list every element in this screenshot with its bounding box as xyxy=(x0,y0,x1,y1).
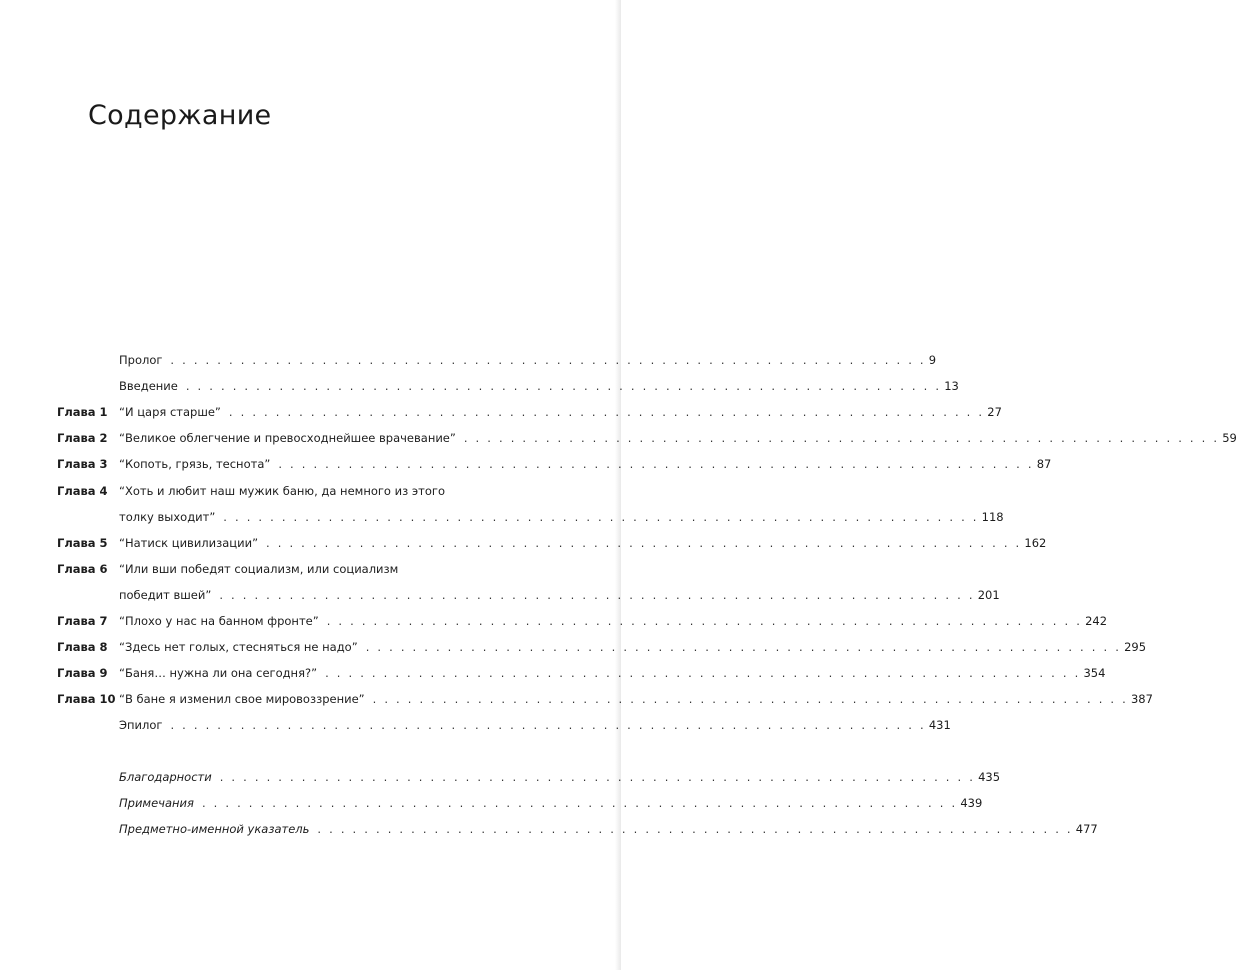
entry-title: Примечания xyxy=(119,796,194,810)
page-number: 295 xyxy=(1124,640,1147,654)
toc-line xyxy=(119,637,1147,657)
page-number: 435 xyxy=(978,770,1001,784)
chapter-label: Глава 2 xyxy=(57,431,108,445)
dot-leader: . . . . . . . . . . . . . . . . . . . . . . . . . . . . . . . . . . . . . . . . . . . . . . . . . . . . . . . . . . . . . . . . . xyxy=(170,718,926,732)
toc-entry-chapter-6[interactable] xyxy=(0,559,1000,611)
chapter-label: Глава 10 xyxy=(57,692,116,706)
page-number: 162 xyxy=(1024,536,1047,550)
entry-title: “Великое облегчение и превосходнейшее врачевание” xyxy=(119,431,456,445)
entry-title: “Баня… нужна ли она сегодня?” xyxy=(119,666,318,680)
entry-title: “Плохо у нас на банном фронте” xyxy=(119,614,319,628)
page-number: 354 xyxy=(1083,666,1106,680)
toc-entry-chapter-3[interactable] xyxy=(0,454,1052,480)
entry-title: “Здесь нет голых, стесняться не надо” xyxy=(119,640,358,654)
toc-line xyxy=(119,533,1047,553)
page-number: 27 xyxy=(987,405,1002,419)
toc-entry-chapter-4[interactable] xyxy=(0,481,1004,533)
dot-leader: . . . . . . . . . . . . . . . . . . . . . . . . . . . . . . . . . . . . . . . . . . . . . . . . . . . . . . . . . . . . . . . . . xyxy=(228,405,985,419)
toc-line xyxy=(119,507,1004,527)
dot-leader: . . . . . . . . . . . . . . . . . . . . . . . . . . . . . . . . . . . . . . . . . . . . . . . . . . . . . . . . . . . . . . . . . xyxy=(463,431,1220,445)
page-number: 87 xyxy=(1036,457,1052,471)
toc-entry-index[interactable] xyxy=(0,819,1098,845)
dot-leader: . . . . . . . . . . . . . . . . . . . . . . . . . . . . . . . . . . . . . . . . . . . . . . . . . . . . . . . . . . . . . . . . . xyxy=(326,614,1083,628)
chapter-label: Глава 7 xyxy=(57,614,108,628)
toc-line xyxy=(119,663,1106,683)
toc-entry-chapter-8[interactable] xyxy=(0,637,1147,663)
chapter-label: Глава 1 xyxy=(57,405,108,419)
entry-title: Пролог xyxy=(119,353,163,367)
toc-entry-chapter-1[interactable] xyxy=(0,402,1002,428)
dot-leader: . . . . . . . . . . . . . . . . . . . . . . . . . . . . . . . . . . . . . . . . . . . . . . . . . . . . . . . . . . . . . . . . . xyxy=(365,640,1122,654)
entry-title: Предметно-именной указатель xyxy=(119,822,310,836)
toc-line xyxy=(119,402,1002,422)
toc-line xyxy=(119,454,1052,474)
dot-leader: . . . . . . . . . . . . . . . . . . . . . . . . . . . . . . . . . . . . . . . . . . . . . . . . . . . . . . . . . . . . . . . . . xyxy=(223,510,979,524)
dot-leader: . . . . . . . . . . . . . . . . . . . . . . . . . . . . . . . . . . . . . . . . . . . . . . . . . . . . . . . . . . . . . . . . . xyxy=(372,692,1128,706)
toc-line xyxy=(119,689,1153,709)
toc-line-first xyxy=(119,559,507,579)
toc-line xyxy=(119,611,1108,631)
page-number: 439 xyxy=(960,796,983,810)
chapter-label: Глава 3 xyxy=(57,457,108,471)
chapter-label: Глава 9 xyxy=(57,666,108,680)
toc-line xyxy=(119,585,1000,605)
page-number: 242 xyxy=(1085,614,1108,628)
toc-entry-chapter-5[interactable] xyxy=(0,533,1047,559)
toc-entry-prologue[interactable] xyxy=(0,350,937,376)
toc-entry-chapter-7[interactable] xyxy=(0,611,1108,637)
page-number: 13 xyxy=(944,379,959,393)
page-number: 59 xyxy=(1222,431,1237,445)
entry-title-first-line: “Хоть и любит наш мужик баню, да немного из этого xyxy=(119,484,445,498)
toc-entry-epilogue[interactable] xyxy=(0,715,951,741)
page-number: 118 xyxy=(981,510,1004,524)
dot-leader: . . . . . . . . . . . . . . . . . . . . . . . . . . . . . . . . . . . . . . . . . . . . . . . . . . . . . . . . . . . . . . . . . xyxy=(185,379,942,393)
toc-line xyxy=(119,350,937,370)
chapter-label: Глава 8 xyxy=(57,640,108,654)
dot-leader: . . . . . . . . . . . . . . . . . . . . . . . . . . . . . . . . . . . . . . . . . . . . . . . . . . . . . . . . . . . . . . . . . xyxy=(219,770,976,784)
chapter-label: Глава 5 xyxy=(57,536,108,550)
page-number: 431 xyxy=(928,718,951,732)
entry-title: Благодарности xyxy=(119,770,212,784)
toc-entry-chapter-2[interactable] xyxy=(0,428,1237,454)
entry-title: “Натиск цивилизации” xyxy=(119,536,259,550)
dot-leader: . . . . . . . . . . . . . . . . . . . . . . . . . . . . . . . . . . . . . . . . . . . . . . . . . . . . . . . . . . . . . . . . . xyxy=(325,666,1081,680)
toc-line-first xyxy=(119,481,507,501)
page-title: Содержание xyxy=(88,100,272,131)
dot-leader: . . . . . . . . . . . . . . . . . . . . . . . . . . . . . . . . . . . . . . . . . . . . . . . . . . . . . . . . . . . . . . . . . xyxy=(201,796,958,810)
page-number: 9 xyxy=(928,353,937,367)
toc-line xyxy=(119,715,951,735)
entry-title: толку выходит” xyxy=(119,510,216,524)
entry-title: “Копоть, грязь, теснота” xyxy=(119,457,271,471)
page-number: 201 xyxy=(977,588,1000,602)
toc-line xyxy=(119,819,1098,839)
toc-entry-chapter-10[interactable] xyxy=(0,689,1153,715)
toc-entry-chapter-9[interactable] xyxy=(0,663,1106,689)
toc-entry-introduction[interactable] xyxy=(0,376,959,402)
toc-entry-notes[interactable] xyxy=(0,793,983,819)
entry-title: “В бане я изменил свое мировоззрение” xyxy=(119,692,365,706)
chapter-label: Глава 6 xyxy=(57,562,108,576)
page-number: 387 xyxy=(1130,692,1153,706)
toc-line xyxy=(119,428,1237,448)
entry-title: Эпилог xyxy=(119,718,163,732)
toc-line xyxy=(119,793,983,813)
page-number: 477 xyxy=(1075,822,1098,836)
entry-title: Введение xyxy=(119,379,178,393)
dot-leader: . . . . . . . . . . . . . . . . . . . . . . . . . . . . . . . . . . . . . . . . . . . . . . . . . . . . . . . . . . . . . . . . . xyxy=(170,353,926,367)
entry-title-first-line: “Или вши победят социализм, или социализм xyxy=(119,562,399,576)
entry-title: победит вшей” xyxy=(119,588,212,602)
toc-entry-acknowledgements[interactable] xyxy=(0,767,1001,793)
toc-line xyxy=(119,767,1001,787)
dot-leader: . . . . . . . . . . . . . . . . . . . . . . . . . . . . . . . . . . . . . . . . . . . . . . . . . . . . . . . . . . . . . . . . . xyxy=(317,822,1073,836)
entry-title: “И царя старше” xyxy=(119,405,221,419)
chapter-label: Глава 4 xyxy=(57,484,108,498)
dot-leader: . . . . . . . . . . . . . . . . . . . . . . . . . . . . . . . . . . . . . . . . . . . . . . . . . . . . . . . . . . . . . . . . . xyxy=(266,536,1022,550)
dot-leader: . . . . . . . . . . . . . . . . . . . . . . . . . . . . . . . . . . . . . . . . . . . . . . . . . . . . . . . . . . . . . . . . . xyxy=(219,588,975,602)
dot-leader: . . . . . . . . . . . . . . . . . . . . . . . . . . . . . . . . . . . . . . . . . . . . . . . . . . . . . . . . . . . . . . . . . xyxy=(278,457,1034,471)
toc-line xyxy=(119,376,959,396)
